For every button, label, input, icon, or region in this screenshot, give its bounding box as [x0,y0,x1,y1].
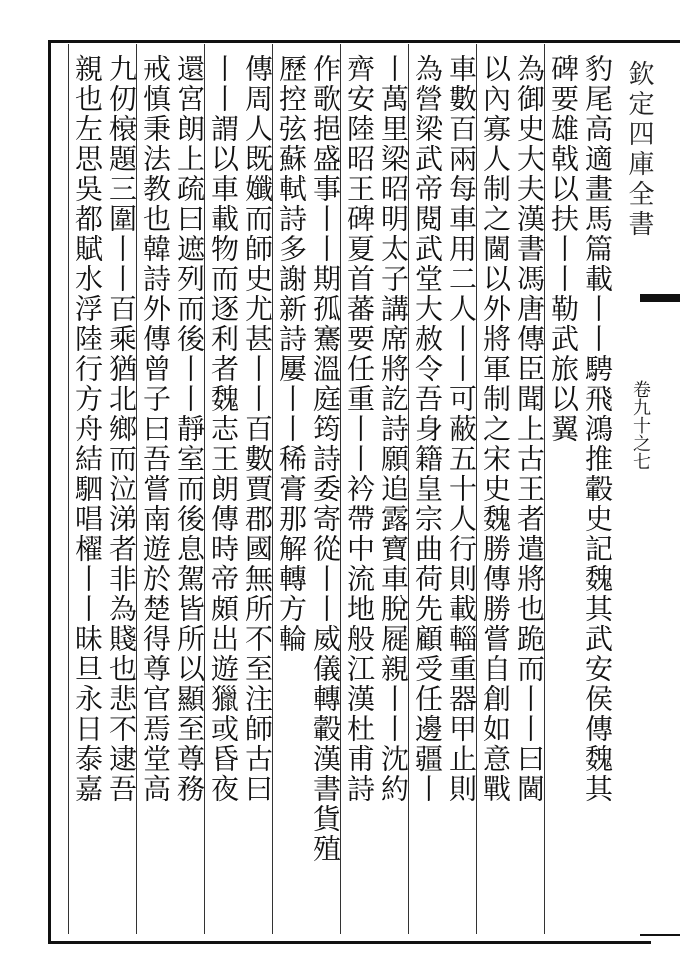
column-rule [68,44,69,934]
text-column: 歷控弦蘇軾詩多謝新詩屢丨丨稀膏那解轉方輪 [275,54,308,654]
text-column: 車數百兩每車用二人丨丨可蔽五十人行則載輜重器甲止則 [445,54,478,804]
text-column: 傳周人既孅而師史尤甚丨丨百數賈郡國無所不至注師古曰 [241,54,274,804]
text-column: 為營梁武帝閱武堂大赦令吾身籍皇宗曲荷先顧受任邊疆丨 [411,54,444,804]
text-column: 以內寡人制之閫以外將軍制之宋史魏勝傳勝嘗自創如意戰 [479,54,512,804]
corner-tick [640,40,680,43]
text-column: 親也左思吳都賦水浮陸行方舟結駟唱櫂丨丨昧旦永日泰嘉 [71,54,104,804]
text-column: 九仞榱題三圍丨丨百乘猶北鄉而泣涕者非為賤也悲不逮吾 [105,54,138,804]
juan-label: 卷九十之七 [630,380,651,470]
text-column: 齊安陸昭王碑夏首蕃要任重丨丨衿帶中流地般江漢杜甫詩 [343,54,376,804]
text-column: 還宮朗上疏曰遮列而後丨丨靜室而後息駕皆所以顯至尊務 [173,54,206,804]
text-column: 丨丨謂以車載物而逐利者魏志王朗傳時帝頗出遊獵或昏夜 [207,54,240,804]
text-column: 作歌挹盛事丨丨期孤騫溫庭筠詩委寄從丨丨威儀轉轂漢書貨殖 [309,54,342,864]
text-column: 碑要雄戟以扶丨丨勒武旅以翼 [547,54,580,444]
fishtail-mark [640,294,680,302]
book-title: 欽定四庫全書 [624,60,654,240]
text-column: 豹尾高適畫馬篇載丨丨騁飛鴻推轂史記魏其武安侯傳魏其 [581,54,614,804]
text-column: 戒慎秉法教也韓詩外傳曾子曰吾嘗南遊於楚得尊官焉堂高 [139,54,172,804]
bottom-mark [640,934,680,936]
text-column: 為御史大夫漢書馮唐傳臣聞上古王者遣將也跪而丨丨曰閫 [513,54,546,804]
text-column: 丨萬里梁昭明太子講席將訖詩願追露寶車脫屣親丨丨沈約 [377,54,410,804]
